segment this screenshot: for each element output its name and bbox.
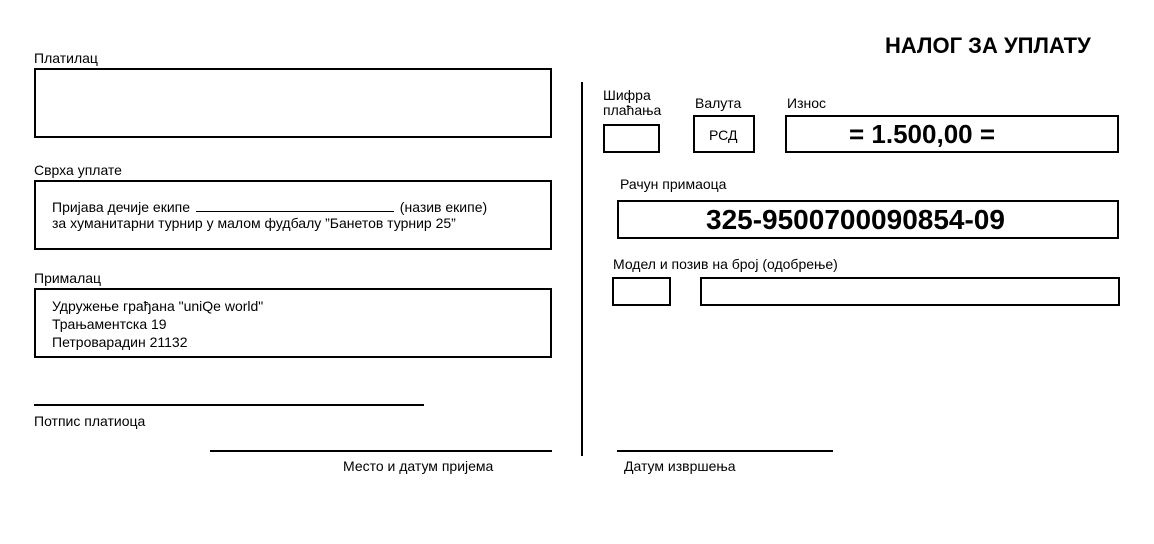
recipient-account-field[interactable] <box>617 200 1119 239</box>
payment-code-label-line-2: плаћања <box>603 102 662 118</box>
purpose-label: Сврха уплате <box>34 162 122 178</box>
payer-signature-line[interactable] <box>34 404 424 406</box>
section-divider <box>581 82 583 456</box>
currency-value: РСД <box>709 127 738 143</box>
payer-signature-label: Потпис платиоца <box>34 413 146 429</box>
amount-value: = 1.500,00 = <box>849 119 996 149</box>
place-date-line[interactable] <box>210 450 552 452</box>
purpose-line-1-start: Пријава дечије екипе <box>52 199 191 215</box>
recipient-account-value: 325-9500700090854-09 <box>706 204 1005 235</box>
recipient-account-label: Рачун примаоца <box>620 176 727 192</box>
purpose-line-2: за хуманитарни турнир у малом фудбалу ”Банетов турнир 25” <box>52 215 456 231</box>
amount-field[interactable] <box>785 115 1119 153</box>
purpose-line-1-end: (назив екипе) <box>399 199 488 215</box>
execution-date-line[interactable] <box>617 450 833 452</box>
recipient-field[interactable] <box>34 288 552 358</box>
model-field[interactable] <box>612 277 671 306</box>
payer-label: Платилац <box>34 50 98 66</box>
amount-label: Износ <box>787 95 826 111</box>
recipient-line-3: Петроварадин 21132 <box>52 334 188 350</box>
purpose-field[interactable] <box>34 180 552 250</box>
model-reference-label: Модел и позив на број (одобрење) <box>613 256 838 272</box>
currency-label: Валута <box>695 95 742 111</box>
recipient-line-1: Удружење грађана "uniQe world" <box>52 298 264 314</box>
form-title: НАЛОГ ЗА УПЛАТУ <box>885 33 1091 58</box>
place-date-label: Место и датум пријема <box>343 458 494 474</box>
execution-date-label: Датум извршења <box>624 458 736 474</box>
currency-field[interactable] <box>693 115 755 153</box>
reference-number-field[interactable] <box>700 277 1120 306</box>
payment-code-field[interactable] <box>603 124 660 153</box>
recipient-label: Прималац <box>34 270 102 286</box>
team-name-blank[interactable] <box>196 199 394 212</box>
payer-field[interactable] <box>34 68 552 138</box>
purpose-line-1 <box>52 199 487 215</box>
recipient-line-2: Трањаментска 19 <box>52 316 167 332</box>
payment-code-label-line-1: Шифра <box>603 87 651 103</box>
